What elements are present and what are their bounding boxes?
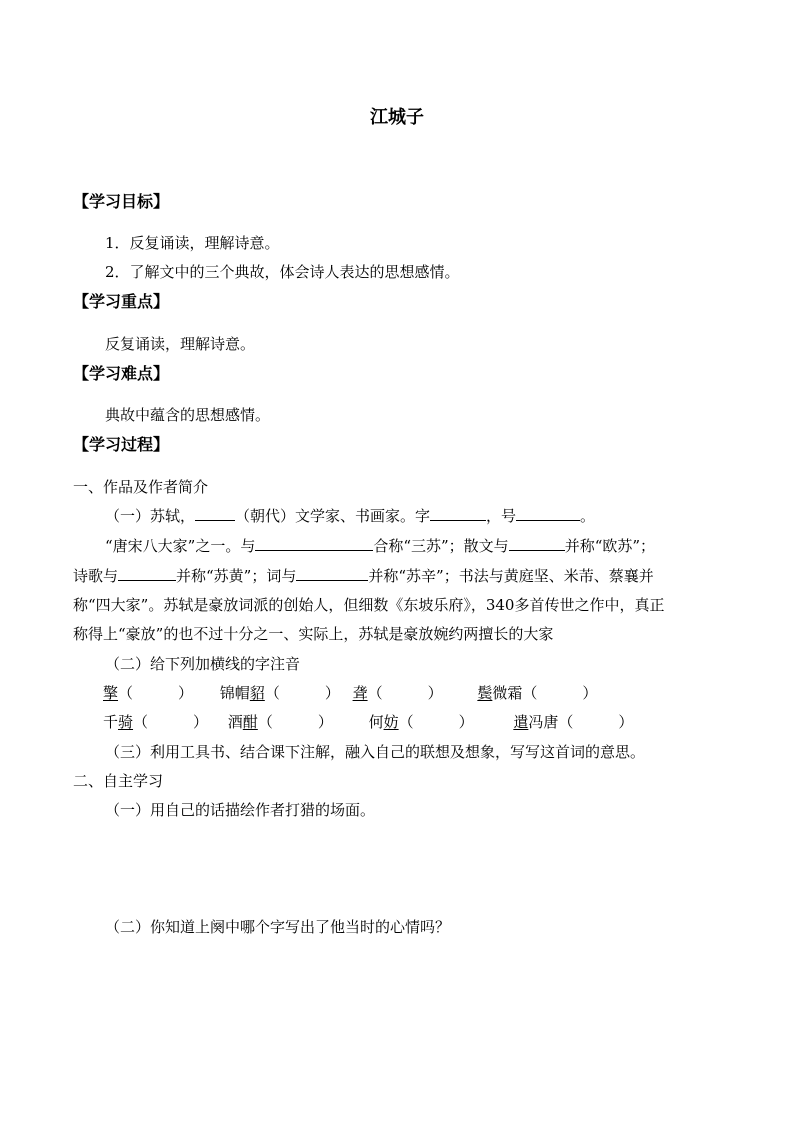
pinyin-target-char: 鬓 bbox=[477, 684, 493, 702]
pinyin-item bbox=[353, 683, 473, 703]
difficulty-text: 典故中蕴含的思想感情。 bbox=[105, 406, 271, 424]
pinyin-item bbox=[369, 712, 509, 732]
page-title: 江城子 bbox=[370, 107, 424, 128]
blank-ou-su[interactable] bbox=[509, 536, 565, 551]
author-intro-line bbox=[105, 506, 595, 526]
para-text-c: 并称“欧苏”； bbox=[564, 537, 656, 555]
pinyin-target-char: 遣 bbox=[513, 713, 529, 731]
blank-su-huang[interactable] bbox=[118, 566, 176, 581]
pinyin-target-char: 擎 bbox=[103, 684, 119, 702]
para-line-2 bbox=[73, 566, 654, 586]
para-text-d: 诗歌与 bbox=[73, 567, 119, 585]
pinyin-item bbox=[103, 712, 223, 732]
blank-art-name[interactable] bbox=[516, 506, 580, 521]
heading-key-points: 【学习重点】 bbox=[73, 292, 170, 311]
pinyin-target-char: 聋 bbox=[352, 684, 368, 702]
objective-2: 2．了解文中的三个典故，体会诗人表达的思想感情。 bbox=[105, 263, 460, 281]
pinyin-blank[interactable]: （ ） bbox=[398, 713, 474, 731]
pinyin-blank[interactable]: （ ） bbox=[133, 713, 209, 731]
intro-text-a: （一）苏轼， bbox=[105, 507, 196, 525]
question-2: （二）你知道上阕中哪个字写出了他当时的心情吗？ bbox=[105, 918, 451, 936]
key-point-text: 反复诵读，理解诗意。 bbox=[105, 335, 256, 353]
intro-text-b: （朝代）文学家、书画家。字 bbox=[235, 507, 431, 525]
pinyin-blank[interactable]: 冯唐（ ） bbox=[528, 713, 634, 731]
pinyin-item bbox=[513, 712, 643, 732]
heading-process: 【学习过程】 bbox=[73, 435, 170, 454]
pinyin-target-char: 酣 bbox=[242, 713, 258, 731]
pinyin-blank[interactable]: （ ） bbox=[257, 713, 333, 731]
pinyin-blank[interactable]: （ ） bbox=[264, 684, 340, 702]
pinyin-blank[interactable]: 微霜（ ） bbox=[492, 684, 598, 702]
blank-three-su[interactable] bbox=[255, 536, 373, 551]
heading-objectives: 【学习目标】 bbox=[73, 192, 170, 211]
pinyin-target-char: 妨 bbox=[383, 713, 399, 731]
pinyin-pre: 酒 bbox=[227, 713, 243, 731]
para-text-f: 并称“苏辛”；书法与黄庭坚、米芾、蔡襄并 bbox=[368, 567, 654, 585]
pinyin-blank[interactable]: （ ） bbox=[367, 684, 443, 702]
pinyin-pre: 锦帽 bbox=[219, 684, 250, 702]
para-text-b: 合称“三苏”；散文与 bbox=[373, 537, 509, 555]
pinyin-item bbox=[220, 683, 348, 703]
heading-difficulties: 【学习难点】 bbox=[73, 364, 170, 383]
intro-text-d: 。 bbox=[580, 507, 596, 525]
pinyin-item bbox=[103, 683, 215, 703]
para-text-a: “唐宋八大家”之一。与 bbox=[105, 537, 256, 555]
blank-courtesy-name[interactable] bbox=[430, 506, 486, 521]
pinyin-pre: 千 bbox=[103, 713, 119, 731]
pinyin-target-char: 貂 bbox=[249, 684, 265, 702]
pinyin-row-2 bbox=[103, 712, 643, 732]
item-three: （三）利用工具书、结合课下注解，融入自己的联想及想象，写写这首词的意思。 bbox=[105, 743, 646, 761]
section1-heading: 一、作品及作者简介 bbox=[73, 478, 209, 496]
pinyin-heading: （二）给下列加横线的字注音 bbox=[105, 655, 301, 673]
objective-1: 1．反复诵读，理解诗意。 bbox=[105, 234, 280, 252]
intro-text-c: ，号 bbox=[486, 507, 517, 525]
pinyin-item bbox=[228, 712, 364, 732]
para-line-1 bbox=[105, 536, 655, 556]
pinyin-item bbox=[477, 683, 617, 703]
para-line-3: 称“四大家”。苏轼是豪放词派的创始人，但细数《东坡乐府》，340多首传世之作中，真正 bbox=[73, 596, 665, 614]
pinyin-row-1 bbox=[103, 683, 617, 703]
pinyin-target-char: 骑 bbox=[118, 713, 134, 731]
blank-su-xin[interactable] bbox=[296, 566, 368, 581]
question-1: （一）用自己的话描绘作者打猎的场面。 bbox=[105, 801, 376, 819]
para-line-4: 称得上“豪放”的也不过十分之一、实际上，苏轼是豪放婉约两擅长的大家 bbox=[73, 625, 554, 643]
blank-dynasty[interactable] bbox=[195, 506, 235, 521]
para-text-e: 并称“苏黄”；词与 bbox=[176, 567, 297, 585]
pinyin-pre: 何 bbox=[368, 713, 384, 731]
section2-heading: 二、自主学习 bbox=[73, 772, 164, 790]
pinyin-blank[interactable]: （ ） bbox=[118, 684, 194, 702]
